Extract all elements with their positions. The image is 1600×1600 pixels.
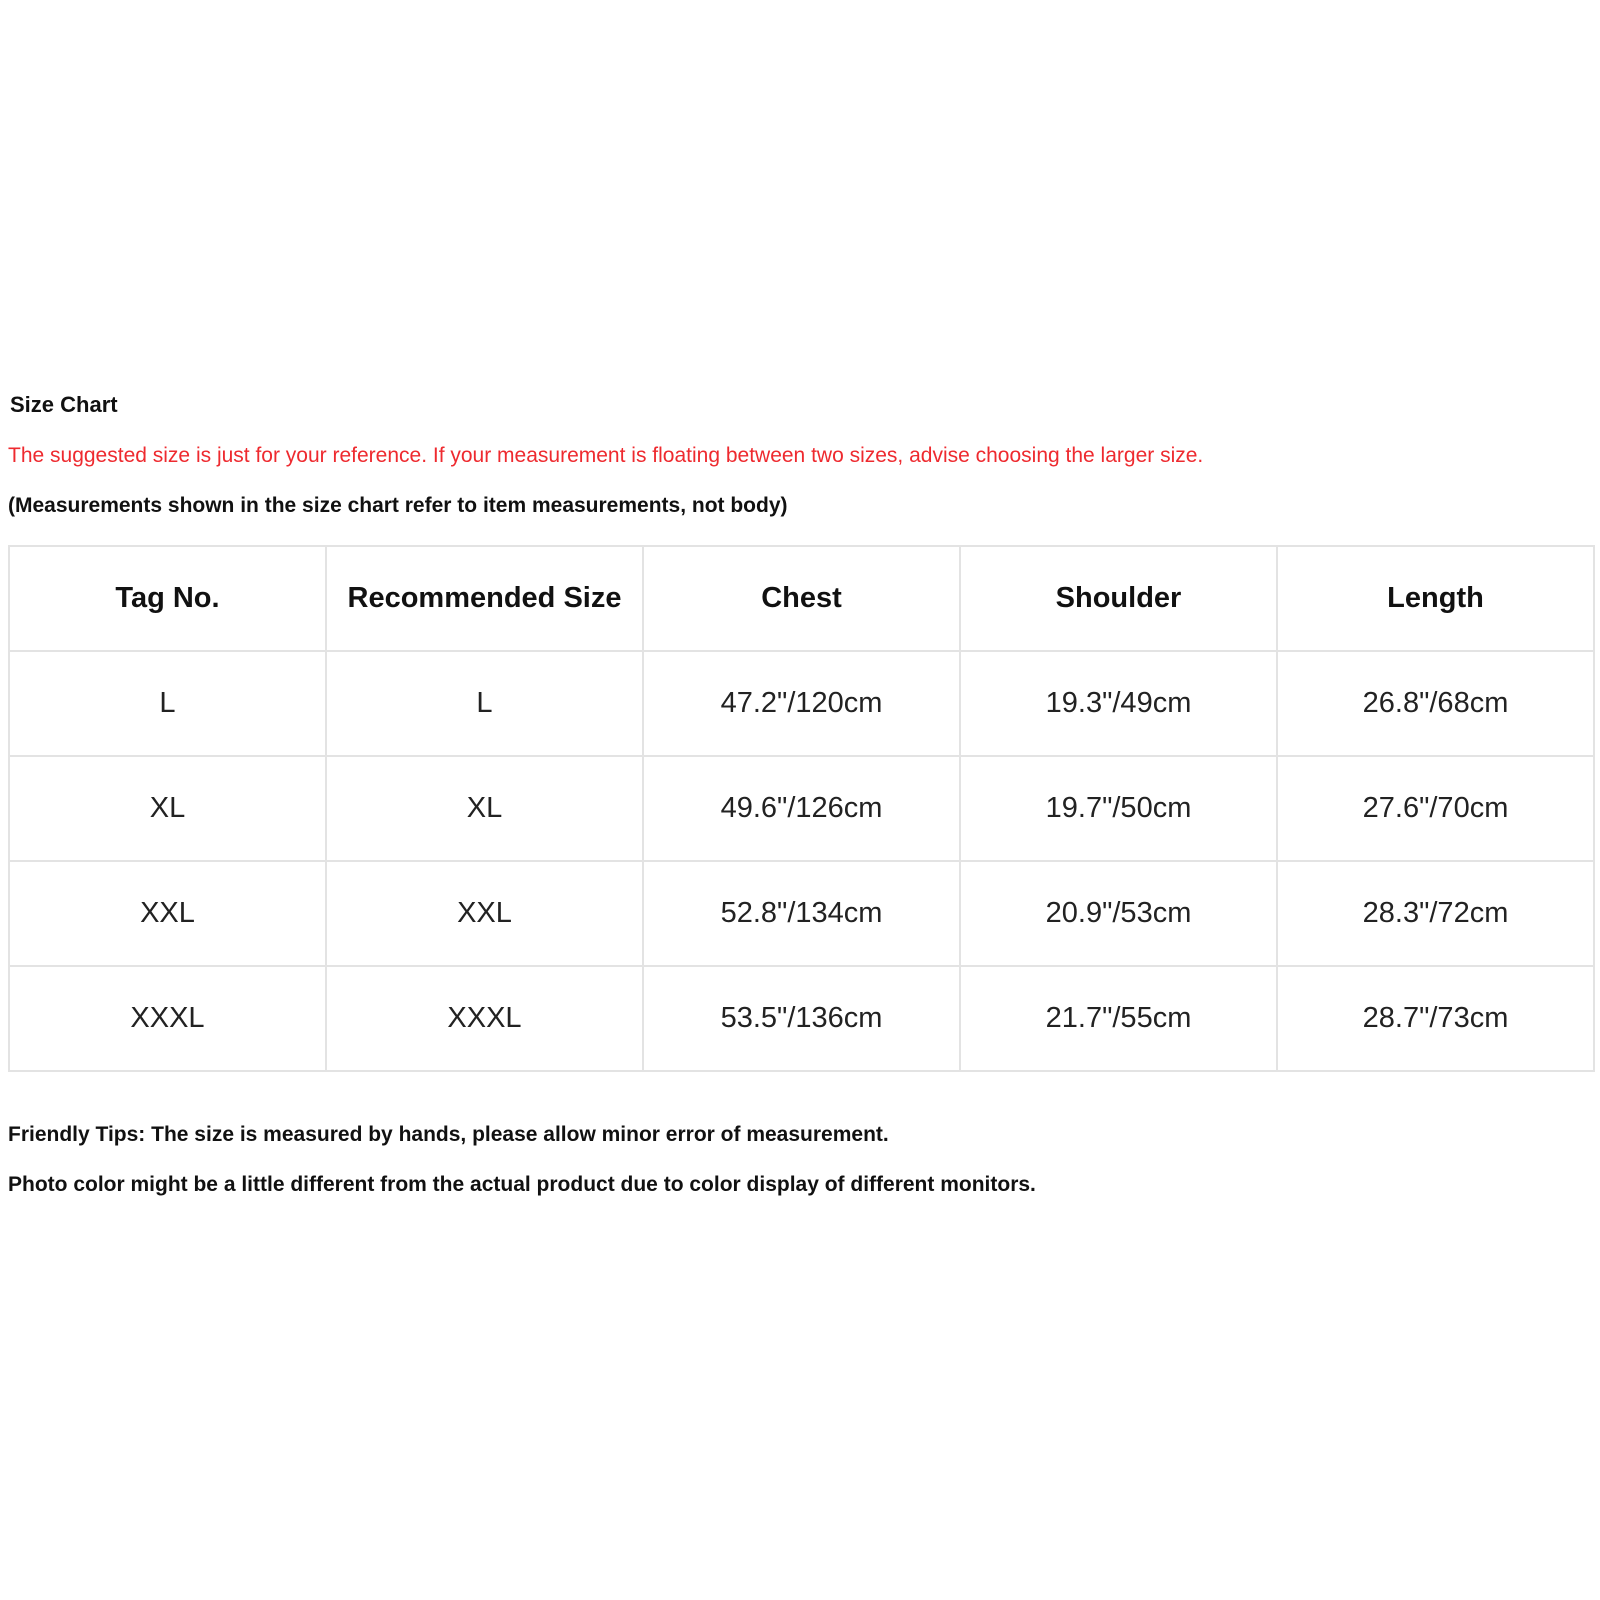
cell-recommended-size: XL bbox=[326, 756, 643, 861]
cell-chest: 49.6"/126cm bbox=[643, 756, 960, 861]
header-shoulder: Shoulder bbox=[960, 546, 1277, 651]
cell-length: 27.6"/70cm bbox=[1277, 756, 1594, 861]
cell-recommended-size: XXL bbox=[326, 861, 643, 966]
cell-tag-no: XXL bbox=[9, 861, 326, 966]
table-row bbox=[9, 861, 1594, 966]
cell-chest: 53.5"/136cm bbox=[643, 966, 960, 1071]
cell-length: 28.7"/73cm bbox=[1277, 966, 1594, 1071]
cell-recommended-size: L bbox=[326, 651, 643, 756]
size-suggestion-note: The suggested size is just for your reference. If your measurement is floating between two sizes, advise choosing the larger size. bbox=[8, 444, 1204, 467]
friendly-tip: Friendly Tips: The size is measured by hands, please allow minor error of measurement. bbox=[8, 1123, 889, 1146]
cell-length: 28.3"/72cm bbox=[1277, 861, 1594, 966]
cell-shoulder: 21.7"/55cm bbox=[960, 966, 1277, 1071]
cell-tag-no: XL bbox=[9, 756, 326, 861]
cell-chest: 52.8"/134cm bbox=[643, 861, 960, 966]
cell-tag-no: XXXL bbox=[9, 966, 326, 1071]
header-tag-no: Tag No. bbox=[9, 546, 326, 651]
table-row bbox=[9, 651, 1594, 756]
color-disclaimer: Photo color might be a little different from the actual product due to color display of different monitors. bbox=[8, 1173, 1036, 1196]
header-chest: Chest bbox=[643, 546, 960, 651]
size-chart-title: Size Chart bbox=[10, 392, 118, 417]
measurement-note: (Measurements shown in the size chart refer to item measurements, not body) bbox=[8, 494, 788, 517]
cell-length: 26.8"/68cm bbox=[1277, 651, 1594, 756]
table-header-row bbox=[9, 546, 1594, 651]
table-row bbox=[9, 966, 1594, 1071]
cell-shoulder: 19.7"/50cm bbox=[960, 756, 1277, 861]
header-recommended-size: Recommended Size bbox=[326, 546, 643, 651]
cell-tag-no: L bbox=[9, 651, 326, 756]
cell-recommended-size: XXXL bbox=[326, 966, 643, 1071]
header-length: Length bbox=[1277, 546, 1594, 651]
table-row bbox=[9, 756, 1594, 861]
cell-shoulder: 20.9"/53cm bbox=[960, 861, 1277, 966]
size-table bbox=[8, 545, 1595, 1072]
cell-chest: 47.2"/120cm bbox=[643, 651, 960, 756]
cell-shoulder: 19.3"/49cm bbox=[960, 651, 1277, 756]
